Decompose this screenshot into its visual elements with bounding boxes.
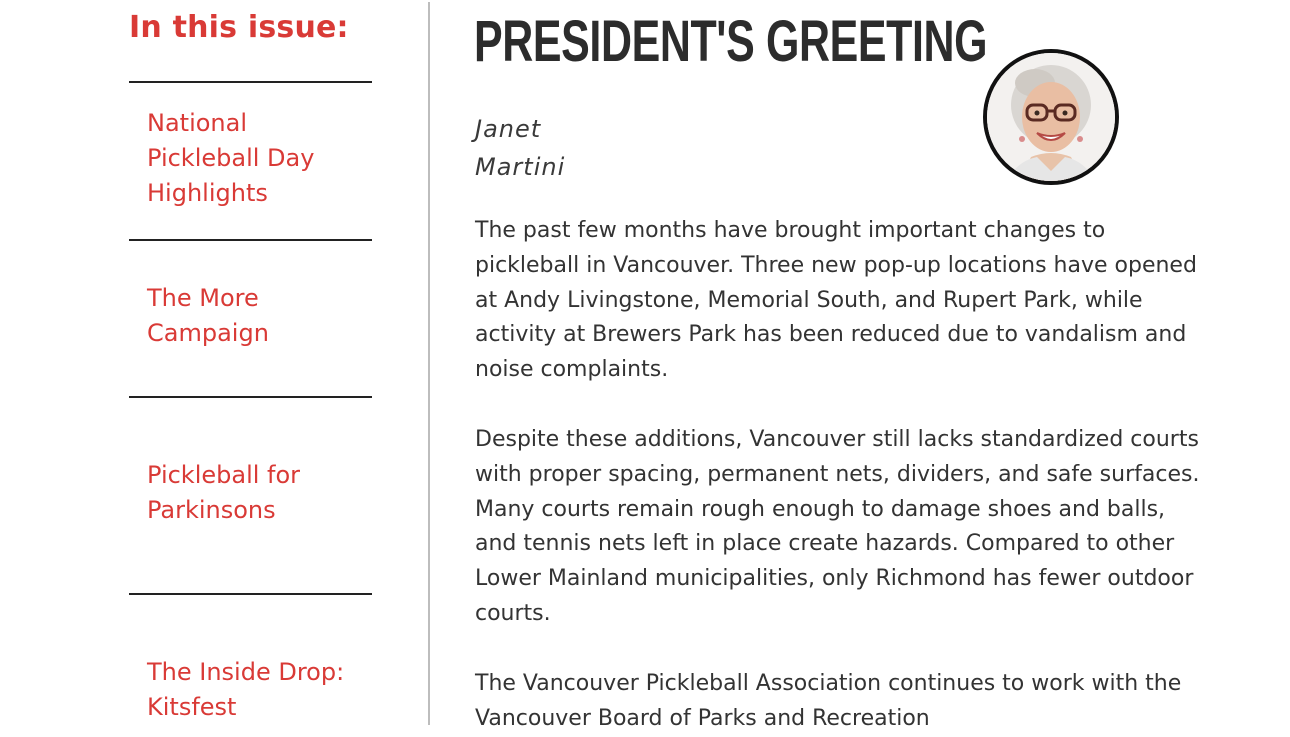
column-divider (428, 2, 430, 725)
sidebar-divider (129, 239, 372, 241)
article-paragraph: The Vancouver Pickleball Association continues to work with the Vancouver Board of Parks and Recreation (475, 671, 1182, 731)
article-title: PRESIDENT'S GREETING (474, 9, 988, 74)
sidebar-divider (129, 396, 372, 398)
author-name: Janet Martini (475, 115, 566, 181)
toc-link-national-pickleball-day[interactable]: National Pickleball Day Highlights (147, 109, 315, 207)
article-paragraph: The past few months have brought important changes to pickleball in Vancouver. Three new pop-up locations have opened at Andy Livingstone, Memorial South, and Rupert Park, while activity at Brewers Park has been reduced due to vandalism and noise complaints. (475, 218, 1197, 383)
toc-link-inside-drop-kitsfest[interactable]: The Inside Drop: Kitsfest (147, 658, 345, 721)
toc-link-more-campaign[interactable]: The More Campaign (147, 284, 269, 347)
article-paragraph: Despite these additions, Vancouver still lacks standardized courts with proper spacing, permanent nets, dividers, and safe surfaces. Many courts remain rough enough to damage shoes and balls, and tennis nets left in place create hazards. Compared to other Lower Mainland municipalities, only Richmond has fewer outdoor courts. (475, 427, 1200, 626)
author-photo (983, 49, 1119, 185)
sidebar-heading: In this issue: (129, 10, 349, 45)
sidebar-divider (129, 81, 372, 83)
sidebar-divider (129, 593, 372, 595)
toc-link-pickleball-for-parkinsons[interactable]: Pickleball for Parkinsons (147, 461, 301, 524)
